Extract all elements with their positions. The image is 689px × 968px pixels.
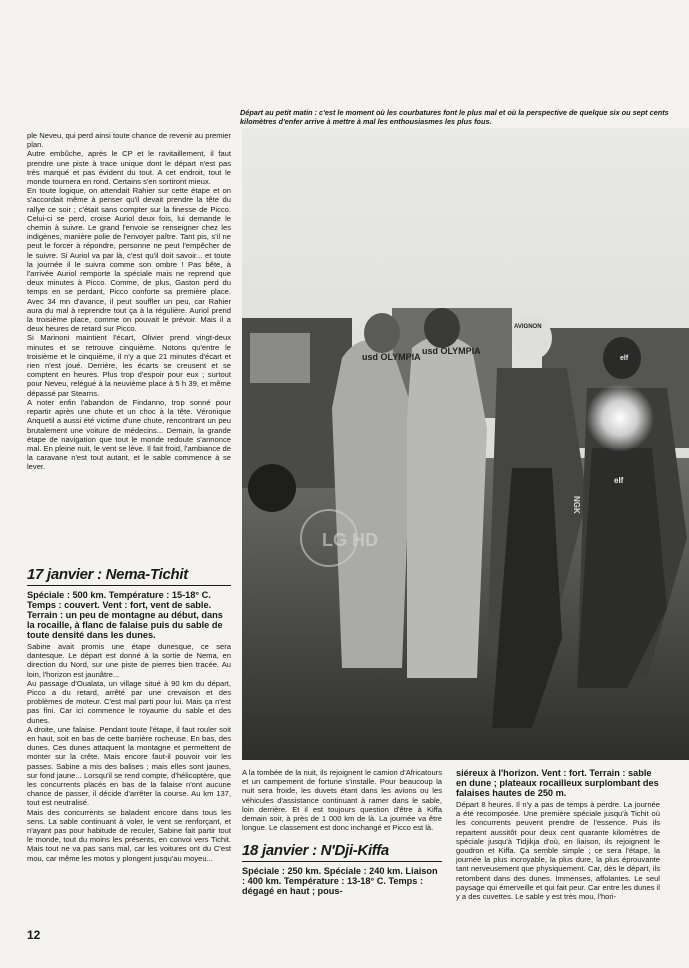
column-1-top bbox=[27, 131, 231, 472]
paragraph: En toute logique, on attendait Rahier sur cette étape et on s'accordait même à penser qu'il devait prendre la tête du rallye ce soir ; c'était sans compter sur la finesse de Picco. Celui-ci se perd, croise Auriol deux fois, lui demande le chemin à suivre. Le grand l'envoie se renseigner chez les indigènes, manière polie de l'envoyer paître. Tant pis, s'il ne peut le forcer à répondre, personne ne peut l'empêcher de le suivre. Si Auriol va par là, c'est qu'il doit savoir... et toute la journée il le suivra comme son ombre ! Pas bête, à l'arrivée Auriol remporte la spéciale mais ne reprend que deux minutes à Picco. Comme, de plus, Gaston perd du temps en se perdant, Picco conforte sa première place. Avec 34 mn d'avance, il peut souffler un peu, car Rahier aura du mal à reprendre tout ça à la régulière. Auriol prend la troisième place, comme on pouvait le prévoir. Mais il a deux heures de retard sur Picco. bbox=[27, 186, 231, 334]
paragraph: A noter enfin l'abandon de Findanno, trop sonné pour repartir après une chute et un choc à la tête. Véronique Anquetil a aussi été victime d'une chute, rencontrant un peu brutalement une voiture de médecins... Demain, la grande étape de navigation que tout le monde redoute s'annonce mal. En pleine nuit, le vent se lève. Il fait froid, l'ambiance de la caravane n'est tout autant, et le sable commence à se lever. bbox=[27, 397, 231, 472]
sign-text: elf bbox=[614, 476, 624, 485]
paragraph: Si Marinoni maintient l'écart, Olivier prend vingt-deux minutes et se retrouve cinquième. Notons qu'entre le troisième et le cinquième, il n'y a que 21 minutes d'écart et rien n'est joué. Derrière, les écarts se creusent et se comptent en heures. Plus trop d'espoir pour eux ; surtout pour Neveu, relégué à la neuvième place à 5 h 39, et même dépassé par Stearns. bbox=[27, 333, 231, 398]
sign-text: usd OLYMPIA bbox=[422, 346, 481, 356]
section-heading: 17 janvier : Nema-Tichit bbox=[27, 566, 231, 586]
section-heading: 18 janvier : N'Dji-Kiffa bbox=[242, 842, 442, 862]
watermark-text: LG HD bbox=[322, 530, 378, 550]
sign-text: elf bbox=[620, 355, 629, 362]
photo-caption: Départ au petit matin : c'est le moment où les courbatures font le plus mal et où la perspective de quelque six ou sept cents kilomètres d'enfer arrive à mettre à mal les enthousiasmes les plus fous. bbox=[240, 108, 669, 126]
stage-stats: siéreux à l'horizon. Vent : fort. Terrain : sable en dune ; plateaux rocailleux surplombant des falaises hautes de 250 m. bbox=[456, 768, 659, 798]
sign-text: NGK bbox=[572, 496, 581, 514]
paragraph: Au passage d'Oualata, un village situé à 90 km du départ, Picco a du retard, arrêté par une crevaison et des problèmes de moteur. C'est mal parti pour lui. Mais ça n'est pas fini. Car ici commence le royaume du sable et des dunes. bbox=[27, 678, 231, 725]
paragraph: Autre embûche, après le CP et le ravitaillement, il faut prendre une piste à trace unique dont le départ n'est pas très marqué et pas évident du tout. A cet endroit, tout le monde tournera en rond. Certains s'en sortiront mieux. bbox=[27, 149, 231, 187]
page-number: 12 bbox=[27, 928, 41, 942]
column-3-bottom bbox=[456, 768, 660, 901]
sign-text: AVIGNON bbox=[514, 324, 542, 330]
stage-stats: Spéciale : 500 km. Température : 15-18° C. Temps : couvert. Vent : fort, vent de sable. Terrain : un peu de montagne au début, dans la rocaille, à flanc de falaise puis du sable de toute densité dans les dunes. bbox=[27, 590, 223, 640]
paragraph: A la tombée de la nuit, ils rejoignent le camion d'Africatours et un campement de fortune s'installe. Pour beaucoup la nuit sera froide, les duvets étant dans les avions ou les véhicules d'assistance continuant à ramer dans le sable, loin derrière. Et il est toujours question d'être à Kiffa demain soir, à près de 1 000 km de là. La journée va être longue. Le classement est donc inchangé et Picco est là. bbox=[242, 768, 442, 833]
column-2-bottom bbox=[242, 768, 442, 898]
paragraph: ple Neveu, qui perd ainsi toute chance de revenir au premier plan. bbox=[27, 131, 231, 150]
stage-stats: Spéciale : 250 km. Spéciale : 240 km. Liaison : 400 km. Température : 13-18° C. Temps : dégagé en haut ; pous- bbox=[242, 866, 438, 897]
sign-text: usd OLYMPIA bbox=[362, 352, 421, 362]
rally-photo bbox=[242, 128, 689, 760]
photo-illustration bbox=[242, 128, 689, 760]
paragraph: Mais des concurrents se baladent encore dans tous les sens. La sable continuant à voler, le vent se renforçant, et n'ayant pas pour habitude de reculer, Sabine fait partir tout le monde, tout du moins les présents, en convoi vers Tichit. Mais tout ne va pas sans mal, car les voitures ont du C'est mou, car même les motos y plongent jusqu'au moyeu... bbox=[27, 807, 231, 863]
paragraph: Sabine avait promis une étape dunesque, ce sera dantesque. Le départ est donné à la sortie de Nema, en direction du Nord, sur une piste de pierres bien tracée. Au loin, l'horizon est jaunâtre... bbox=[27, 642, 231, 679]
paragraph: A droite, une falaise. Pendant toute l'étape, il faut rouler soit en haut, soit en bas de cette barrière rocheuse. En bas, des dunes. Ces dunes attaquent la montagne et permettent de monter sur la crête. Mais encore faut-il pouvoir voir les passes. Sabine a mis des balises ; mais elles sont jaunes, sur fond jaune... Lorsqu'il se rend compte, d'hélicoptère, que les concurrents placés en bas de la falaise n'ont aucune chance de passer, il décide d'arrêter la course. Au km 137, tout est neutralisé. bbox=[27, 724, 231, 808]
section-17-janvier bbox=[27, 566, 231, 863]
paragraph: Départ 8 heures. Il n'y a pas de temps à perdre. La journée a été recomposée. Une première spéciale jusqu'à Tichit où les concurrents peuvent prendre de l'essence. Puis ils repartent aussitôt pour deux cent quarante kilomètres de spéciale jusqu'à Tidjikja d'où, en liaison, ils rejoignent le goudron et Kiffa. Ça semble simple ; ce sera l'étape, la journée la plus incroyable, la plus dure, la plus éprouvante tant nerveusement que physiquement. Car, dès le départ, ils retombent dans des dunes. Immenses, affolantes. Le seul paysage qui émerveille et qui fait peur. Car entre les dunes il y a des cuvettes. Le sable y est très mou, l'hori- bbox=[456, 800, 660, 902]
